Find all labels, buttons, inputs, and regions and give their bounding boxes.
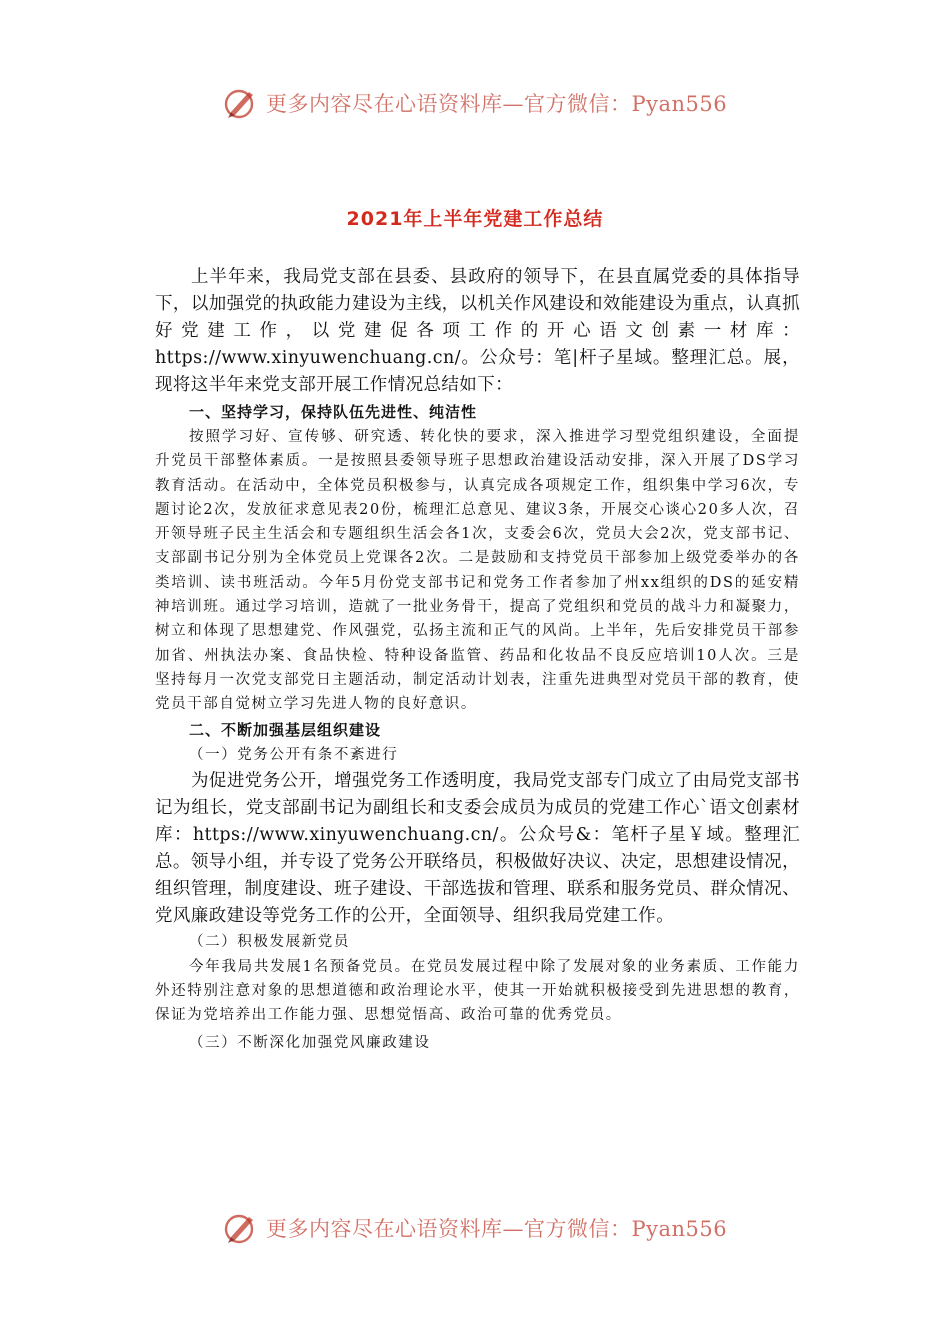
subsection-2-2-paragraph: 今年我局共发展1名预备党员。在党员发展过程中除了发展对象的业务素质、工作能力外还特别注意对象的思想道德和政治理论水平，使其一开始就积极接受到先进思想的教育，保证为党培养出工作能力强、思想觉悟高、政治可靠的优秀党员。 xyxy=(155,958,800,1024)
section-heading-1: 一、坚持学习，保持队伍先进性、纯洁性 xyxy=(189,403,478,421)
section-1-paragraph: 按照学习好、宣传够、研究透、转化快的要求，深入推进学习型党组织建设，全面提升党员干部整体素质。一是按照县委领导班子思想政治建设活动安排，深入开展了DS学习教育活动。在活动中，全体党员积极参与，认真完成各项规定工作，组织集中学习6次，专题讨论2次，发放征求意见表20份，梳理汇总意见、建议3条，开展交心谈心20多人次，召开领导班子民主生活会和专题组织生活会各1次，支委会6次，党员大会2次，党支部书记、支部副书记分别为全体党员上党课各2次。二是鼓励和支持党员干部参加上级党委举办的各类培训、读书班活动。今年5月份党支部书记和党务工作者参加了州xx组织的DS的延安精神培训班。通过学习培训，造就了一批业务骨干，提高了党组织和党员的战斗力和凝聚力，树立和体现了思想建党、作风强党，弘扬主流和正气的风尚。上半年，先后安排党员干部参加省、州执法办案、食品快检、特种设备监管、药品和化妆品不良反应培训10人次。三是坚持每月一次党支部党日主题活动，制定活动计划表，注重先进典型对党员干部的教育，使党员干部自觉树立学习先进人物的良好意识。 xyxy=(155,429,800,713)
document-title: 2021年上半年党建工作总结 xyxy=(346,208,604,230)
document-body xyxy=(155,264,800,1056)
footer-watermark-banner xyxy=(222,1208,742,1248)
intro-paragraph: 上半年来，我局党支部在县委、县政府的领导下，在县直属党委的具体指导下，以加强党的执政能力建设为主线，以机关作风建设和效能建设为重点，认真抓好党建工作，以党建促各项工作的开心语文创素一材库：https://www.xinyuwenchuang.cn/。公众号：笔|杆子星域。整理汇总。展，现将这半年来党支部开展工作情况总结如下： xyxy=(155,267,800,395)
subsection-heading-2-1: （一）党务公开有条不紊进行 xyxy=(189,746,399,763)
subsection-heading-2-3: （三）不断深化加强党风廉政建设 xyxy=(189,1035,431,1052)
banner-text: 更多内容尽在心语资料库—官方微信：Pyan556 xyxy=(266,1217,728,1241)
subsection-2-1-paragraph: 为促进党务公开，增强党务工作透明度，我局党支部专门成立了由局党支部书记为组长，党支部副书记为副组长和支委会成员为成员的党建工作心`语文创素材库：https://www.xinyuwenchuang.cn/。公众号&：笔杆子星￥域。整理汇总。领导小组，并专设了党务公开联络员，积极做好决议、决定，思想建设情况，组织管理，制度建设、班子建设、干部选拔和管理、联系和服务党员、群众情况、党风廉政建设等党务工作的公开，全面领导、组织我局党建工作。 xyxy=(155,770,800,926)
section-heading-2: 二、不断加强基层组织建设 xyxy=(189,720,382,739)
pen-logo-icon xyxy=(222,1210,258,1246)
header-watermark-banner xyxy=(222,83,742,123)
subsection-heading-2-2: （二）积极发展新党员 xyxy=(189,933,350,950)
pen-logo-icon xyxy=(222,85,258,121)
banner-text: 更多内容尽在心语资料库—官方微信：Pyan556 xyxy=(266,92,728,116)
